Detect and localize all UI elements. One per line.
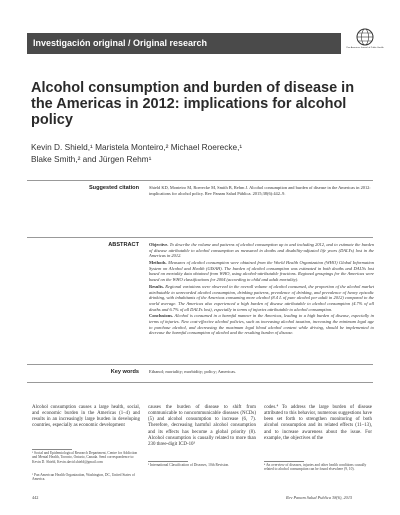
journal-citation-footer: Rev Panam Salud Publica 38(6), 2015 [286, 495, 353, 500]
footnote-4: ⁴ An overview of diseases, injuries and other health conditions causally related to alcohol consumption can be found elsewhere (9, 10). [264, 463, 367, 472]
abstract-label: ABSTRACT [108, 242, 139, 248]
author-line-1: Kevin D. Shield,¹ Maristela Monteiro,² Michael Roerecke,¹ [31, 142, 243, 152]
body-column-1: Alcohol consumption causes a large health, social, and economic burden in the Americas (1–4) and results in an increasingly large burden in developing countries, especially as economic development [32, 405, 140, 429]
keywords-label: Key words [110, 369, 139, 375]
author-list [31, 142, 331, 165]
objective-heading: Objective. [149, 242, 169, 247]
citation-label: Suggested citation [88, 185, 139, 191]
author-line-2: Blake Smith,² and Jürgen Rehm¹ [31, 153, 152, 164]
divider [27, 364, 373, 365]
footnote-divider [148, 461, 188, 462]
body-column-3: codes.⁴ To address the large burden of disease attributed to this behavior, numerous suggestions have been set forth to strengthen monitoring of both alcohol consumption and its related effects (11–13), and to increase awareness about the issue. For example, the objectives of the [264, 405, 372, 441]
globe-icon [356, 28, 374, 46]
abstract-body [149, 242, 374, 337]
article-title: Alcohol consumption and burden of disease in the Americas in 2012: implications for alcohol policy [31, 80, 355, 128]
conclusions-text: Alcohol is consumed in a harmful manner in the Americas, leading to a high burden of disease, especially in terms of injuries. New cost-effective alcohol policies, such as increasing alcohol taxation, increasing the minimum legal age to purchase alcohol, and decreasing the maximum legal blood alcohol content while driving, should be implemented to decrease the harmful consumption of alcohol and the resulting burden of disease. [149, 313, 375, 336]
keywords-text: Ethanol; mortality; morbidity; policy; Americas. [149, 369, 237, 374]
results-heading: Results. [149, 283, 164, 289]
divider [27, 237, 373, 238]
footnote-divider [32, 449, 72, 450]
logo-text: Pan American Journal of Public Health [346, 47, 384, 49]
results-text: Regional variations were observed in the overall volume of alcohol consumed, the proportion of the alcohol market attributable to unrecorded alcohol consumption, drinking patterns, prevalence of drinking, and prevalence of heavy episodic drinking, with inhabitants of the Americas consuming more alcohol (8.4 L of pure alcohol per adult in 2012) compared to the world average. The Americas also experienced a high burden of disease attributable to alcohol consumption (4.7% of all deaths and 6.7% of all DALYs lost), especially in terms of injuries attributable to alcohol consumption. [149, 283, 374, 312]
abstract-methods [149, 260, 374, 283]
footnote-3: ³ International Classification of Diseases, 10th Revision. [148, 463, 230, 467]
abstract-conclusions [149, 313, 374, 336]
citation-text: Shield KD, Monteiro M, Roerecke M, Smith B, Rehm J. Alcohol consumption and burden of disease in the Americas in 2012: implications for alcohol policy. Rev Panam Salud Pública. 2015;38(6):442–9. [149, 185, 371, 196]
section-label: Investigación original / Original research [33, 38, 208, 48]
body-column-2: causes the burden of disease to shift from communicable to noncommunicable diseases (NCDs) (5) and alcohol consumption to increase (6, 7). Therefore, decreasing harmful alcohol consumption and its effects has become a global priority (8). Alcohol consumption is causally related to more than 230 three-digit ICD-10³ [148, 405, 256, 447]
conclusions-heading: Conclusions. [149, 313, 174, 319]
abstract-results [149, 284, 374, 312]
page-number: 442 [32, 495, 39, 500]
footnote-divider [264, 461, 304, 462]
footnote-1: ¹ Social and Epidemiological Research Department, Centre for Addiction and Mental Health, Toronto, Ontario, Canada. Send correspondence to: Kevin D. Shield, Kevin.david.shield@gmail.com [32, 451, 138, 464]
methods-text: Measures of alcohol consumption were obtained from the World Health Organization (WHO) Global Information System on Alcohol and Health (GISAH). The burden of alcohol consumption was estimated in both deaths and DALYs lost based on mortality data obtained from WHO, using alcohol-attributable fractions. Regional groupings for the Americas were based on the WHO classifications for 2004 (according to child and adult mortality). [149, 260, 374, 283]
divider [27, 180, 373, 181]
objective-text: To describe the volume and patterns of alcohol consumption up to and including 2012, and to estimate the burden of disease attributable to alcohol consumption as measured in deaths and disability-adjusted life years (DALYs) lost in the Americas in 2012. [149, 242, 374, 259]
footnote-2: ² Pan American Health Organization, Washington, DC, United States of America. [32, 473, 135, 482]
abstract-objective [149, 242, 374, 259]
journal-logo [344, 28, 386, 56]
section-header-bar [27, 33, 341, 54]
methods-heading: Methods. [149, 260, 167, 266]
divider [27, 382, 373, 383]
